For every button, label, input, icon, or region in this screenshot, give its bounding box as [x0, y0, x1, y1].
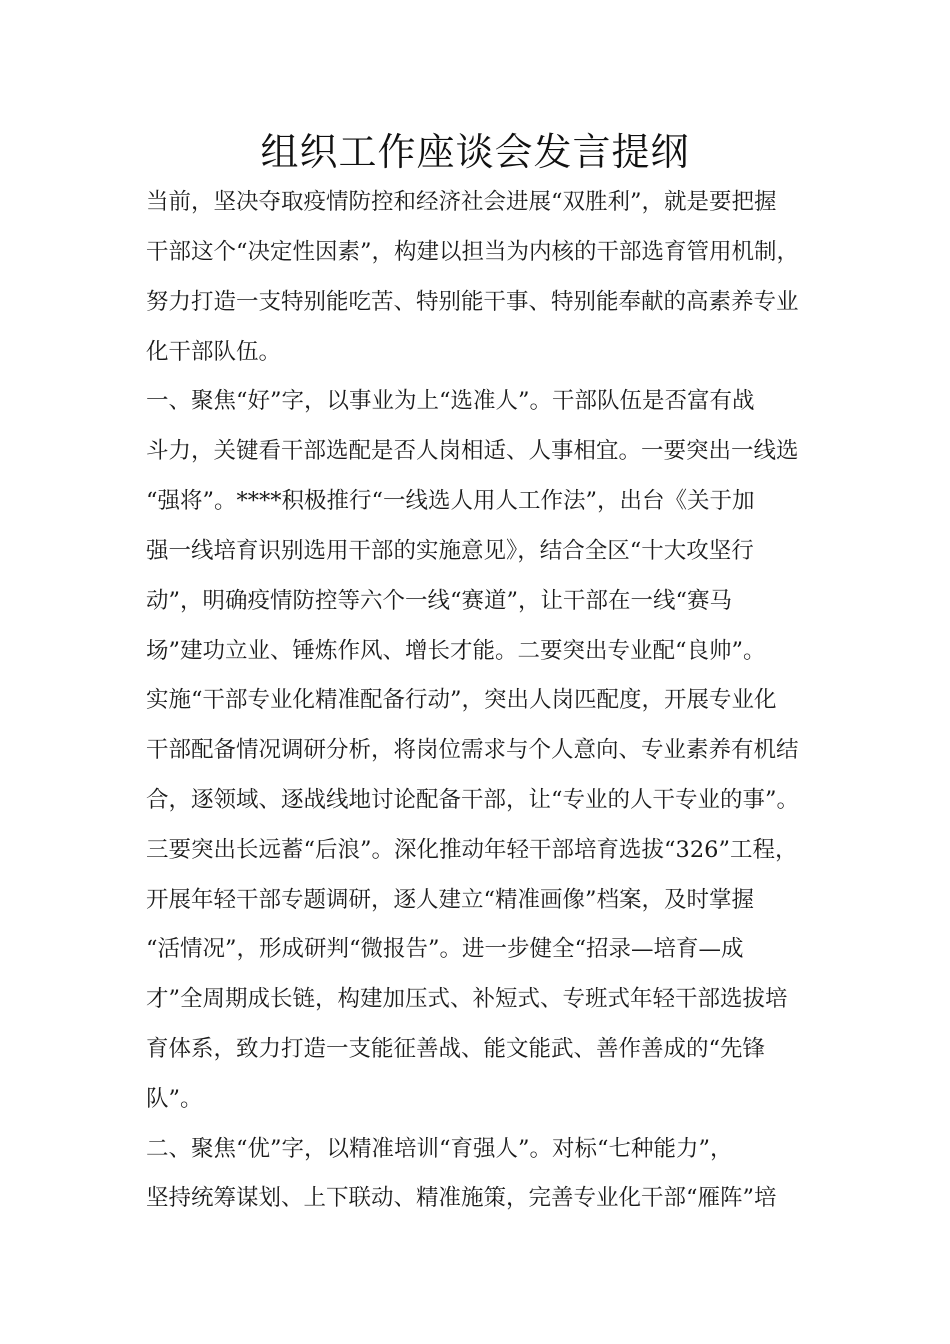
body-line: 场”建功立业、锤炼作风、增长才能。二要突出专业配“良帅”。 [146, 638, 766, 664]
body-line: 坚持统筹谋划、上下联动、精准施策，完善专业化干部“雁阵”培 [146, 1185, 777, 1211]
document-title: 组织工作座谈会发言提纲 [260, 130, 690, 174]
body-line: 化干部队伍。 [146, 339, 282, 365]
body-line: “强将”。****积极推行“一线选人用人工作法”，出台《关于加 [146, 488, 755, 514]
body-line: 努力打造一支特别能吃苦、特别能干事、特别能奉献的高素养专业 [146, 289, 799, 315]
body-line: 二、聚焦“优”字，以精准培训“育强人”。对标“七种能力”， [146, 1136, 733, 1162]
body-line: 实施“干部专业化精准配备行动”，突出人岗匹配度，开展专业化 [146, 687, 777, 713]
body-line: 干部这个“决定性因素”，构建以担当为内核的干部选育管用机制， [146, 239, 800, 265]
body-line: 合，逐领域、逐战线地讨论配备干部，让“专业的人干专业的事”。 [146, 787, 800, 813]
body-line: 才”全周期成长链，构建加压式、补短式、专班式年轻干部选拔培 [146, 986, 788, 1012]
body-line: 队”。 [146, 1086, 203, 1112]
body-line: 干部配备情况调研分析，将岗位需求与个人意向、专业素养有机结 [146, 737, 799, 763]
body-line: “活情况”，形成研判“微报告”。进一步健全“招录—培育—成 [146, 936, 744, 962]
body-line: 斗力，关键看干部选配是否人岗相适、人事相宜。一要突出一线选 [146, 438, 799, 464]
body-line: 强一线培育识别选用干部的实施意见》，结合全区“十大攻坚行 [146, 538, 754, 564]
body-line: 开展年轻干部专题调研，逐人建立“精准画像”档案，及时掌握 [146, 887, 755, 913]
body-line: 三要突出长远蓄“后浪”。深化推动年轻干部培育选拔“326”工程， [146, 837, 798, 863]
body-line: 动”，明确疫情防控等六个一线“赛道”，让干部在一线“赛马 [146, 588, 733, 614]
body-line: 当前，坚决夺取疫情防控和经济社会进展“双胜利”，就是要把握 [146, 189, 777, 215]
body-line: 育体系，致力打造一支能征善战、能文能武、善作善成的“先锋 [146, 1036, 766, 1062]
body-line: 一、聚焦“好”字，以事业为上“选准人”。干部队伍是否富有战 [146, 388, 755, 414]
